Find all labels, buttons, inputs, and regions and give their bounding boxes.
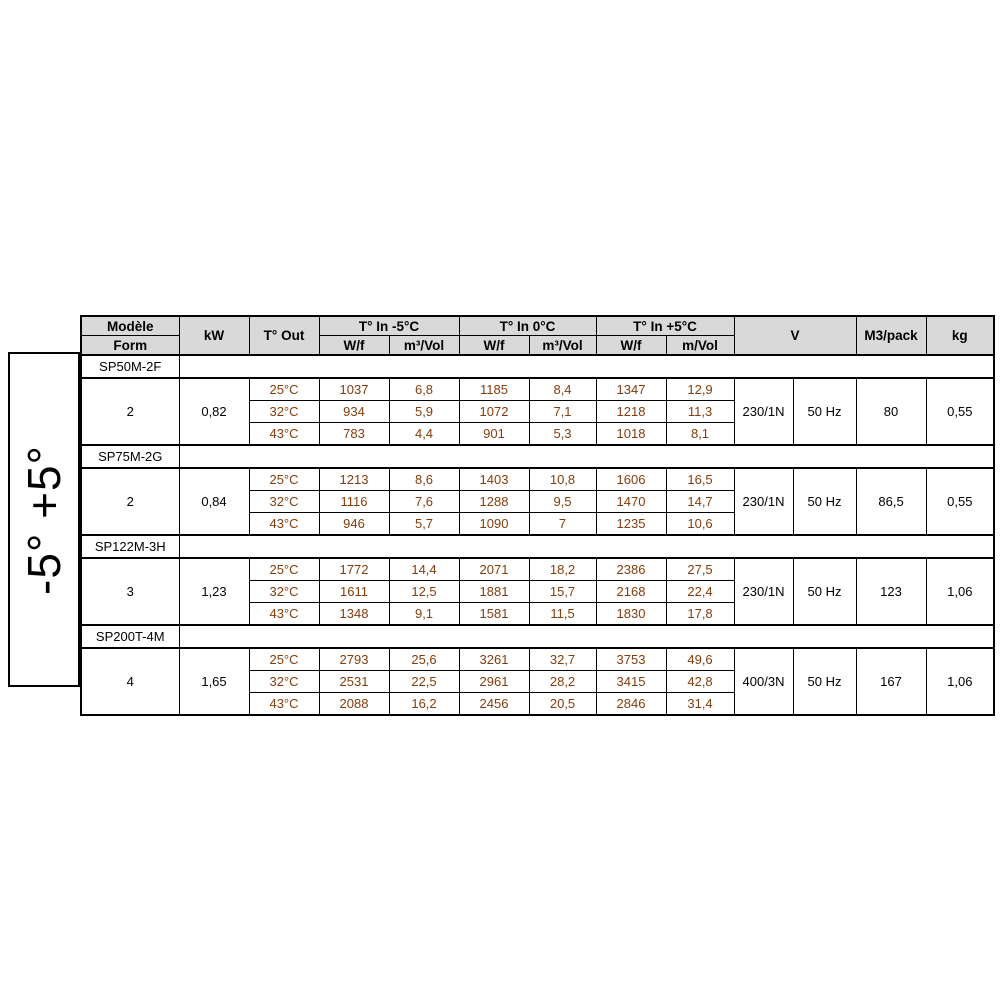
header-voltage: V xyxy=(734,316,856,355)
header-m3pack: M3/pack xyxy=(856,316,926,355)
header-wf-plus5: W/f xyxy=(596,336,666,356)
header-kg: kg xyxy=(926,316,994,355)
data-cell: 1090 xyxy=(459,513,529,536)
data-cell: 1235 xyxy=(596,513,666,536)
data-cell: 42,8 xyxy=(666,671,734,693)
data-cell: 10,6 xyxy=(666,513,734,536)
data-cell: 2071 xyxy=(459,558,529,581)
data-cell: 20,5 xyxy=(529,693,596,716)
temperature-range-side-label xyxy=(8,352,80,687)
data-cell: 3753 xyxy=(596,648,666,671)
data-cell: 17,8 xyxy=(666,603,734,626)
t-out-cell: 25°C xyxy=(249,558,319,581)
frequency-value: 50 Hz xyxy=(793,558,856,625)
t-out-cell: 25°C xyxy=(249,468,319,491)
header-vol-minus5: m³/Vol xyxy=(389,336,459,356)
header-modele: Modèle xyxy=(81,316,179,336)
data-cell: 32,7 xyxy=(529,648,596,671)
data-cell: 5,3 xyxy=(529,423,596,446)
data-cell: 1348 xyxy=(319,603,389,626)
m3pack-value: 123 xyxy=(856,558,926,625)
frequency-value: 50 Hz xyxy=(793,468,856,535)
voltage-value: 230/1N xyxy=(734,468,793,535)
data-cell: 12,9 xyxy=(666,378,734,401)
form-value: 2 xyxy=(81,378,179,445)
data-cell: 1037 xyxy=(319,378,389,401)
data-cell: 9,1 xyxy=(389,603,459,626)
data-cell: 1470 xyxy=(596,491,666,513)
data-cell: 16,5 xyxy=(666,468,734,491)
model-name-cell: SP200T-4M xyxy=(81,625,179,648)
form-value: 2 xyxy=(81,468,179,535)
t-out-cell: 43°C xyxy=(249,423,319,446)
data-cell: 49,6 xyxy=(666,648,734,671)
model-row-spacer xyxy=(179,355,994,378)
data-cell: 1116 xyxy=(319,491,389,513)
voltage-value: 230/1N xyxy=(734,378,793,445)
header-vol-0: m³/Vol xyxy=(529,336,596,356)
data-cell: 1772 xyxy=(319,558,389,581)
voltage-value: 400/3N xyxy=(734,648,793,715)
data-cell: 1185 xyxy=(459,378,529,401)
m3pack-value: 80 xyxy=(856,378,926,445)
data-cell: 934 xyxy=(319,401,389,423)
data-cell: 27,5 xyxy=(666,558,734,581)
form-value: 3 xyxy=(81,558,179,625)
kw-value: 1,65 xyxy=(179,648,249,715)
m3pack-value: 167 xyxy=(856,648,926,715)
model-row-spacer xyxy=(179,445,994,468)
data-cell: 10,8 xyxy=(529,468,596,491)
data-cell: 2386 xyxy=(596,558,666,581)
data-cell: 1288 xyxy=(459,491,529,513)
data-cell: 12,5 xyxy=(389,581,459,603)
data-cell: 14,7 xyxy=(666,491,734,513)
data-cell: 2456 xyxy=(459,693,529,716)
model-row-spacer xyxy=(179,625,994,648)
kg-value: 1,06 xyxy=(926,648,994,715)
data-cell: 7 xyxy=(529,513,596,536)
data-cell: 22,4 xyxy=(666,581,734,603)
header-form: Form xyxy=(81,336,179,356)
data-cell: 5,7 xyxy=(389,513,459,536)
data-cell: 2961 xyxy=(459,671,529,693)
header-group-tin-0: T° In 0°C xyxy=(459,316,596,336)
kg-value: 1,06 xyxy=(926,558,994,625)
data-cell: 1018 xyxy=(596,423,666,446)
data-cell: 4,4 xyxy=(389,423,459,446)
data-cell: 1581 xyxy=(459,603,529,626)
data-cell: 15,7 xyxy=(529,581,596,603)
data-cell: 3261 xyxy=(459,648,529,671)
data-cell: 1072 xyxy=(459,401,529,423)
data-cell: 8,1 xyxy=(666,423,734,446)
t-out-cell: 25°C xyxy=(249,378,319,401)
header-t-out: T° Out xyxy=(249,316,319,355)
data-cell: 2793 xyxy=(319,648,389,671)
header-vol-plus5: m/Vol xyxy=(666,336,734,356)
data-cell: 16,2 xyxy=(389,693,459,716)
data-cell: 1606 xyxy=(596,468,666,491)
data-cell: 1347 xyxy=(596,378,666,401)
data-cell: 7,6 xyxy=(389,491,459,513)
model-name-cell: SP122M-3H xyxy=(81,535,179,558)
data-cell: 7,1 xyxy=(529,401,596,423)
data-cell: 9,5 xyxy=(529,491,596,513)
model-name-cell: SP50M-2F xyxy=(81,355,179,378)
kg-value: 0,55 xyxy=(926,468,994,535)
header-wf-minus5: W/f xyxy=(319,336,389,356)
voltage-value: 230/1N xyxy=(734,558,793,625)
header-group-tin-minus5: T° In -5°C xyxy=(319,316,459,336)
model-name-cell: SP75M-2G xyxy=(81,445,179,468)
data-cell: 1611 xyxy=(319,581,389,603)
m3pack-value: 86,5 xyxy=(856,468,926,535)
t-out-cell: 43°C xyxy=(249,693,319,716)
frequency-value: 50 Hz xyxy=(793,378,856,445)
t-out-cell: 32°C xyxy=(249,671,319,693)
data-cell: 18,2 xyxy=(529,558,596,581)
kw-value: 0,84 xyxy=(179,468,249,535)
data-cell: 2168 xyxy=(596,581,666,603)
data-cell: 901 xyxy=(459,423,529,446)
t-out-cell: 32°C xyxy=(249,581,319,603)
data-cell: 25,6 xyxy=(389,648,459,671)
data-cell: 783 xyxy=(319,423,389,446)
t-out-cell: 43°C xyxy=(249,513,319,536)
t-out-cell: 25°C xyxy=(249,648,319,671)
kg-value: 0,55 xyxy=(926,378,994,445)
data-cell: 8,4 xyxy=(529,378,596,401)
t-out-cell: 43°C xyxy=(249,603,319,626)
data-cell: 5,9 xyxy=(389,401,459,423)
model-row-spacer xyxy=(179,535,994,558)
data-cell: 1213 xyxy=(319,468,389,491)
t-out-cell: 32°C xyxy=(249,401,319,423)
data-cell: 22,5 xyxy=(389,671,459,693)
data-cell: 1218 xyxy=(596,401,666,423)
data-cell: 3415 xyxy=(596,671,666,693)
kw-value: 1,23 xyxy=(179,558,249,625)
data-cell: 2531 xyxy=(319,671,389,693)
form-value: 4 xyxy=(81,648,179,715)
data-cell: 2088 xyxy=(319,693,389,716)
header-kw: kW xyxy=(179,316,249,355)
data-cell: 1830 xyxy=(596,603,666,626)
performance-spec-table xyxy=(80,315,995,716)
data-cell: 8,6 xyxy=(389,468,459,491)
data-cell: 1881 xyxy=(459,581,529,603)
data-cell: 2846 xyxy=(596,693,666,716)
data-cell: 1403 xyxy=(459,468,529,491)
data-cell: 14,4 xyxy=(389,558,459,581)
data-cell: 946 xyxy=(319,513,389,536)
t-out-cell: 32°C xyxy=(249,491,319,513)
header-wf-0: W/f xyxy=(459,336,529,356)
data-cell: 11,3 xyxy=(666,401,734,423)
data-cell: 28,2 xyxy=(529,671,596,693)
data-cell: 11,5 xyxy=(529,603,596,626)
kw-value: 0,82 xyxy=(179,378,249,445)
data-cell: 31,4 xyxy=(666,693,734,716)
frequency-value: 50 Hz xyxy=(793,648,856,715)
temperature-range-text: -5° +5° xyxy=(18,444,71,595)
header-group-tin-plus5: T° In +5°C xyxy=(596,316,734,336)
data-cell: 6,8 xyxy=(389,378,459,401)
